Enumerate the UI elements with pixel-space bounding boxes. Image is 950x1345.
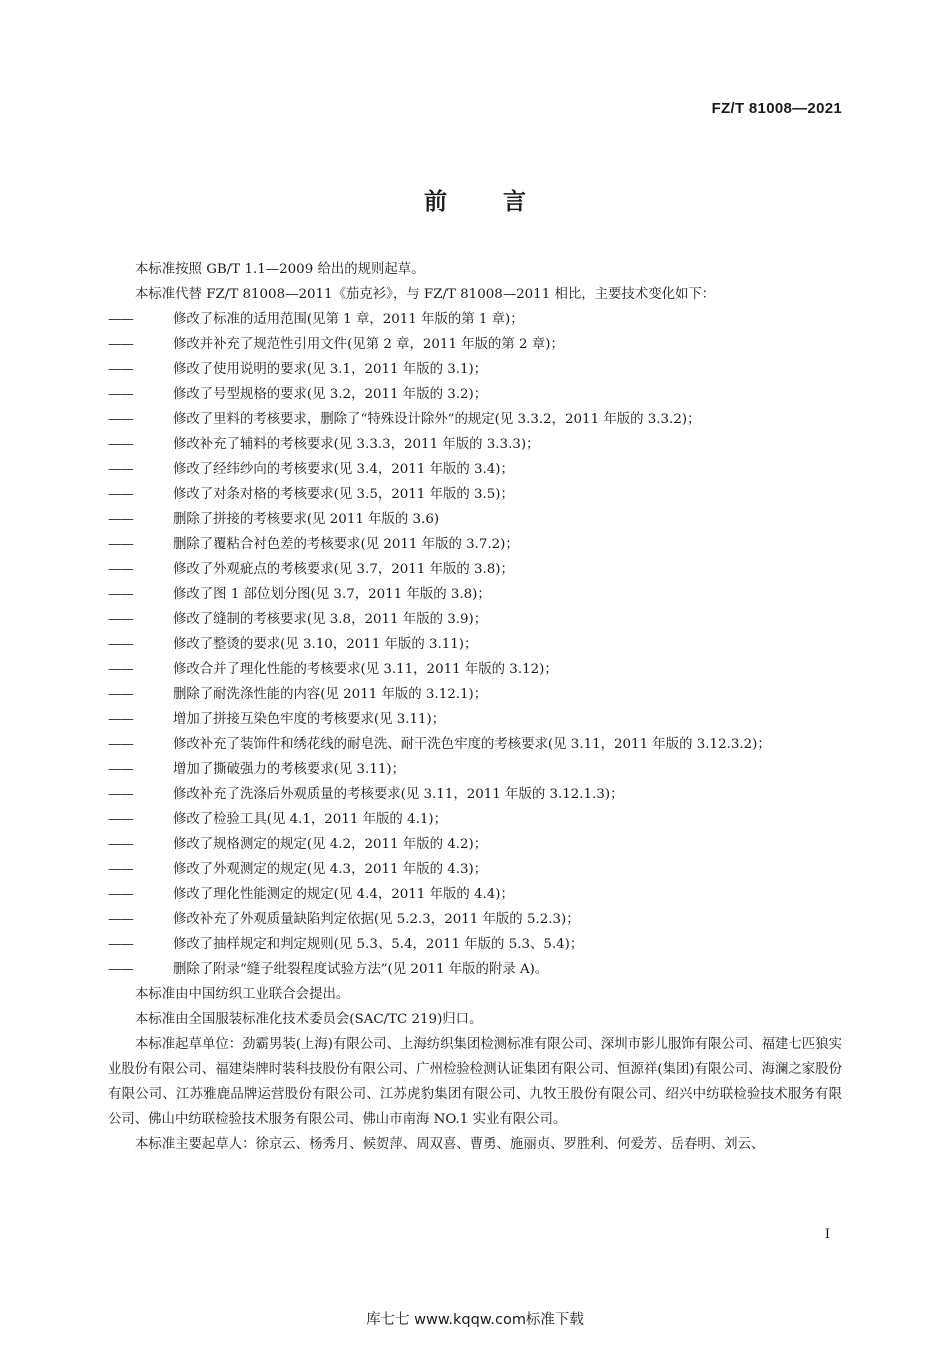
dash-mark: —— [108,912,133,927]
page-number: I [824,1227,830,1242]
change-item [108,482,842,507]
change-item [108,682,842,707]
change-item-text: 修改了使用说明的要求(见 3.1，2011 年版的 3.1)； [173,362,488,377]
change-item [108,532,842,557]
change-item-text: 修改了对条对格的考核要求(见 3.5，2011 年版的 3.5)； [173,487,514,502]
dash-mark: —— [108,612,133,627]
change-item-text: 修改了缝制的考核要求(见 3.8，2011 年版的 3.9)； [173,612,488,627]
change-item-text: 删除了覆粘合衬色差的考核要求(见 2011 年版的 3.7.2)； [173,537,519,552]
dash-mark: —— [108,562,133,577]
change-item-text: 修改了外观测定的规定(见 4.3，2011 年版的 4.3)； [173,862,488,877]
change-item [108,807,842,832]
dash-mark: —— [108,887,133,902]
change-item [108,657,842,682]
change-item-text: 修改补充了洗涤后外观质量的考核要求(见 3.11，2011 年版的 3.12.1.3)； [173,787,624,802]
change-item-text: 修改补充了外观质量缺陷判定依据(见 5.2.3，2011 年版的 5.2.3)； [173,912,580,927]
change-item-text: 删除了拼接的考核要求(见 2011 年版的 3.6) [173,512,440,527]
change-item [108,457,842,482]
change-item [108,932,842,957]
dash-mark: —— [108,387,133,402]
document-body [108,257,842,1157]
dash-mark: —— [108,862,133,877]
change-item-text: 修改了里料的考核要求，删除了“特殊设计除外”的规定(见 3.3.2，2011 年版的 3.3.2)； [173,412,701,427]
dash-mark: —— [108,337,133,352]
dash-mark: —— [108,462,133,477]
change-item [108,307,842,332]
drafting-units-paragraph: 本标准起草单位：劲霸男装(上海)有限公司、上海纺织集团检测标准有限公司、深圳市影儿服饰有限公司、福建七匹狼实业股份有限公司、福建柒牌时装科技股份有限公司、广州检验检测认证集团有限公司、恒源祥(集团)有限公司、海澜之家股份有限公司、江苏雅鹿品牌运营股份有限公司、江苏虎豹集团有限公司、九牧王股份有限公司、绍兴中纺联检验技术服务有限公司、佛山中纺联检验技术服务有限公司、佛山市南海 NO.1 实业有限公司。 [108,1037,842,1127]
dash-mark: —— [108,837,133,852]
change-item [108,507,842,532]
change-item-text: 修改并补充了规范性引用文件(见第 2 章，2011 年版的第 2 章)； [173,337,564,352]
change-item [108,557,842,582]
dash-mark: —— [108,637,133,652]
dash-mark: —— [108,762,133,777]
change-item [108,707,842,732]
change-item [108,732,842,757]
change-item [108,832,842,857]
change-item-text: 修改了理化性能测定的规定(见 4.4，2011 年版的 4.4)； [173,887,514,902]
change-item-text: 删除了附录“缝子纰裂程度试验方法”(见 2011 年版的附录 A)。 [173,962,549,977]
dash-mark: —— [108,362,133,377]
dash-mark: —— [108,962,133,977]
dash-mark: —— [108,787,133,802]
change-item [108,757,842,782]
intro-paragraph: 本标准按照 GB/T 1.1—2009 给出的规则起草。 [135,262,425,277]
change-item [108,607,842,632]
dash-mark: —— [108,412,133,427]
change-item-text: 修改了标准的适用范围(见第 1 章，2011 年版的第 1 章)； [173,312,524,327]
dash-mark: —— [108,662,133,677]
change-item [108,882,842,907]
change-item [108,382,842,407]
change-item [108,407,842,432]
responsible-committee-paragraph: 本标准由全国服装标准化技术委员会(SAC/TC 219)归口。 [135,1012,483,1027]
change-item-text: 删除了耐洗涤性能的内容(见 2011 年版的 3.12.1)； [173,687,488,702]
changes-list [108,307,842,982]
dash-mark: —— [108,737,133,752]
dash-mark: —— [108,512,133,527]
footer-watermark: 库七七 www.kqqw.com标准下载 [366,1312,584,1328]
change-item-text: 修改了检验工具(见 4.1，2011 年版的 4.1)； [173,812,447,827]
change-item-text: 增加了撕破强力的考核要求(见 3.11)； [173,762,405,777]
change-item [108,432,842,457]
dash-mark: —— [108,712,133,727]
change-item-text: 增加了拼接互染色牢度的考核要求(见 3.11)； [173,712,446,727]
change-item-text: 修改补充了装饰件和绣花线的耐皂洗、耐干洗色牢度的考核要求(见 3.11，2011 年版的 3.12.3.2)； [173,737,771,752]
intro-paragraph: 本标准代替 FZ/T 81008—2011《茄克衫》，与 FZ/T 81008—2011 相比，主要技术变化如下： [135,287,716,302]
dash-mark: —— [108,487,133,502]
change-item-text: 修改了抽样规定和判定规则(见 5.3、5.4，2011 年版的 5.3、5.4)； [173,937,584,952]
change-item-text: 修改了经纬纱向的考核要求(见 3.4，2011 年版的 3.4)； [173,462,514,477]
page-title: 前言 [424,189,582,215]
change-item-text: 修改了号型规格的要求(见 3.2，2011 年版的 3.2)； [173,387,488,402]
dash-mark: —— [108,812,133,827]
change-item [108,582,842,607]
change-item-text: 修改合并了理化性能的考核要求(见 3.11，2011 年版的 3.12)； [173,662,558,677]
proposer-paragraph: 本标准由中国纺织工业联合会提出。 [135,987,350,1002]
change-item-text: 修改补充了辅料的考核要求(见 3.3.3，2011 年版的 3.3.3)； [173,437,540,452]
dash-mark: —— [108,312,133,327]
change-item [108,357,842,382]
dash-mark: —— [108,537,133,552]
change-item [108,907,842,932]
change-item [108,632,842,657]
change-item-text: 修改了图 1 部位划分图(见 3.7，2011 年版的 3.8)； [173,587,491,602]
drafters-paragraph: 本标准主要起草人：徐京云、杨秀月、候贺萍、周双喜、曹勇、施丽贞、罗胜利、何爱芳、岳春明、刘云、 [135,1137,765,1152]
change-item [108,857,842,882]
change-item-text: 修改了外观疵点的考核要求(见 3.7，2011 年版的 3.8)； [173,562,514,577]
dash-mark: —— [108,687,133,702]
change-item-text: 修改了整烫的要求(见 3.10，2011 年版的 3.11)； [173,637,478,652]
dash-mark: —— [108,437,133,452]
dash-mark: —— [108,587,133,602]
change-item [108,957,842,982]
change-item [108,332,842,357]
change-item [108,782,842,807]
dash-mark: —— [108,937,133,952]
standard-number: FZ/T 81008—2021 [711,100,842,117]
change-item-text: 修改了规格测定的规定(见 4.2，2011 年版的 4.2)； [173,837,488,852]
